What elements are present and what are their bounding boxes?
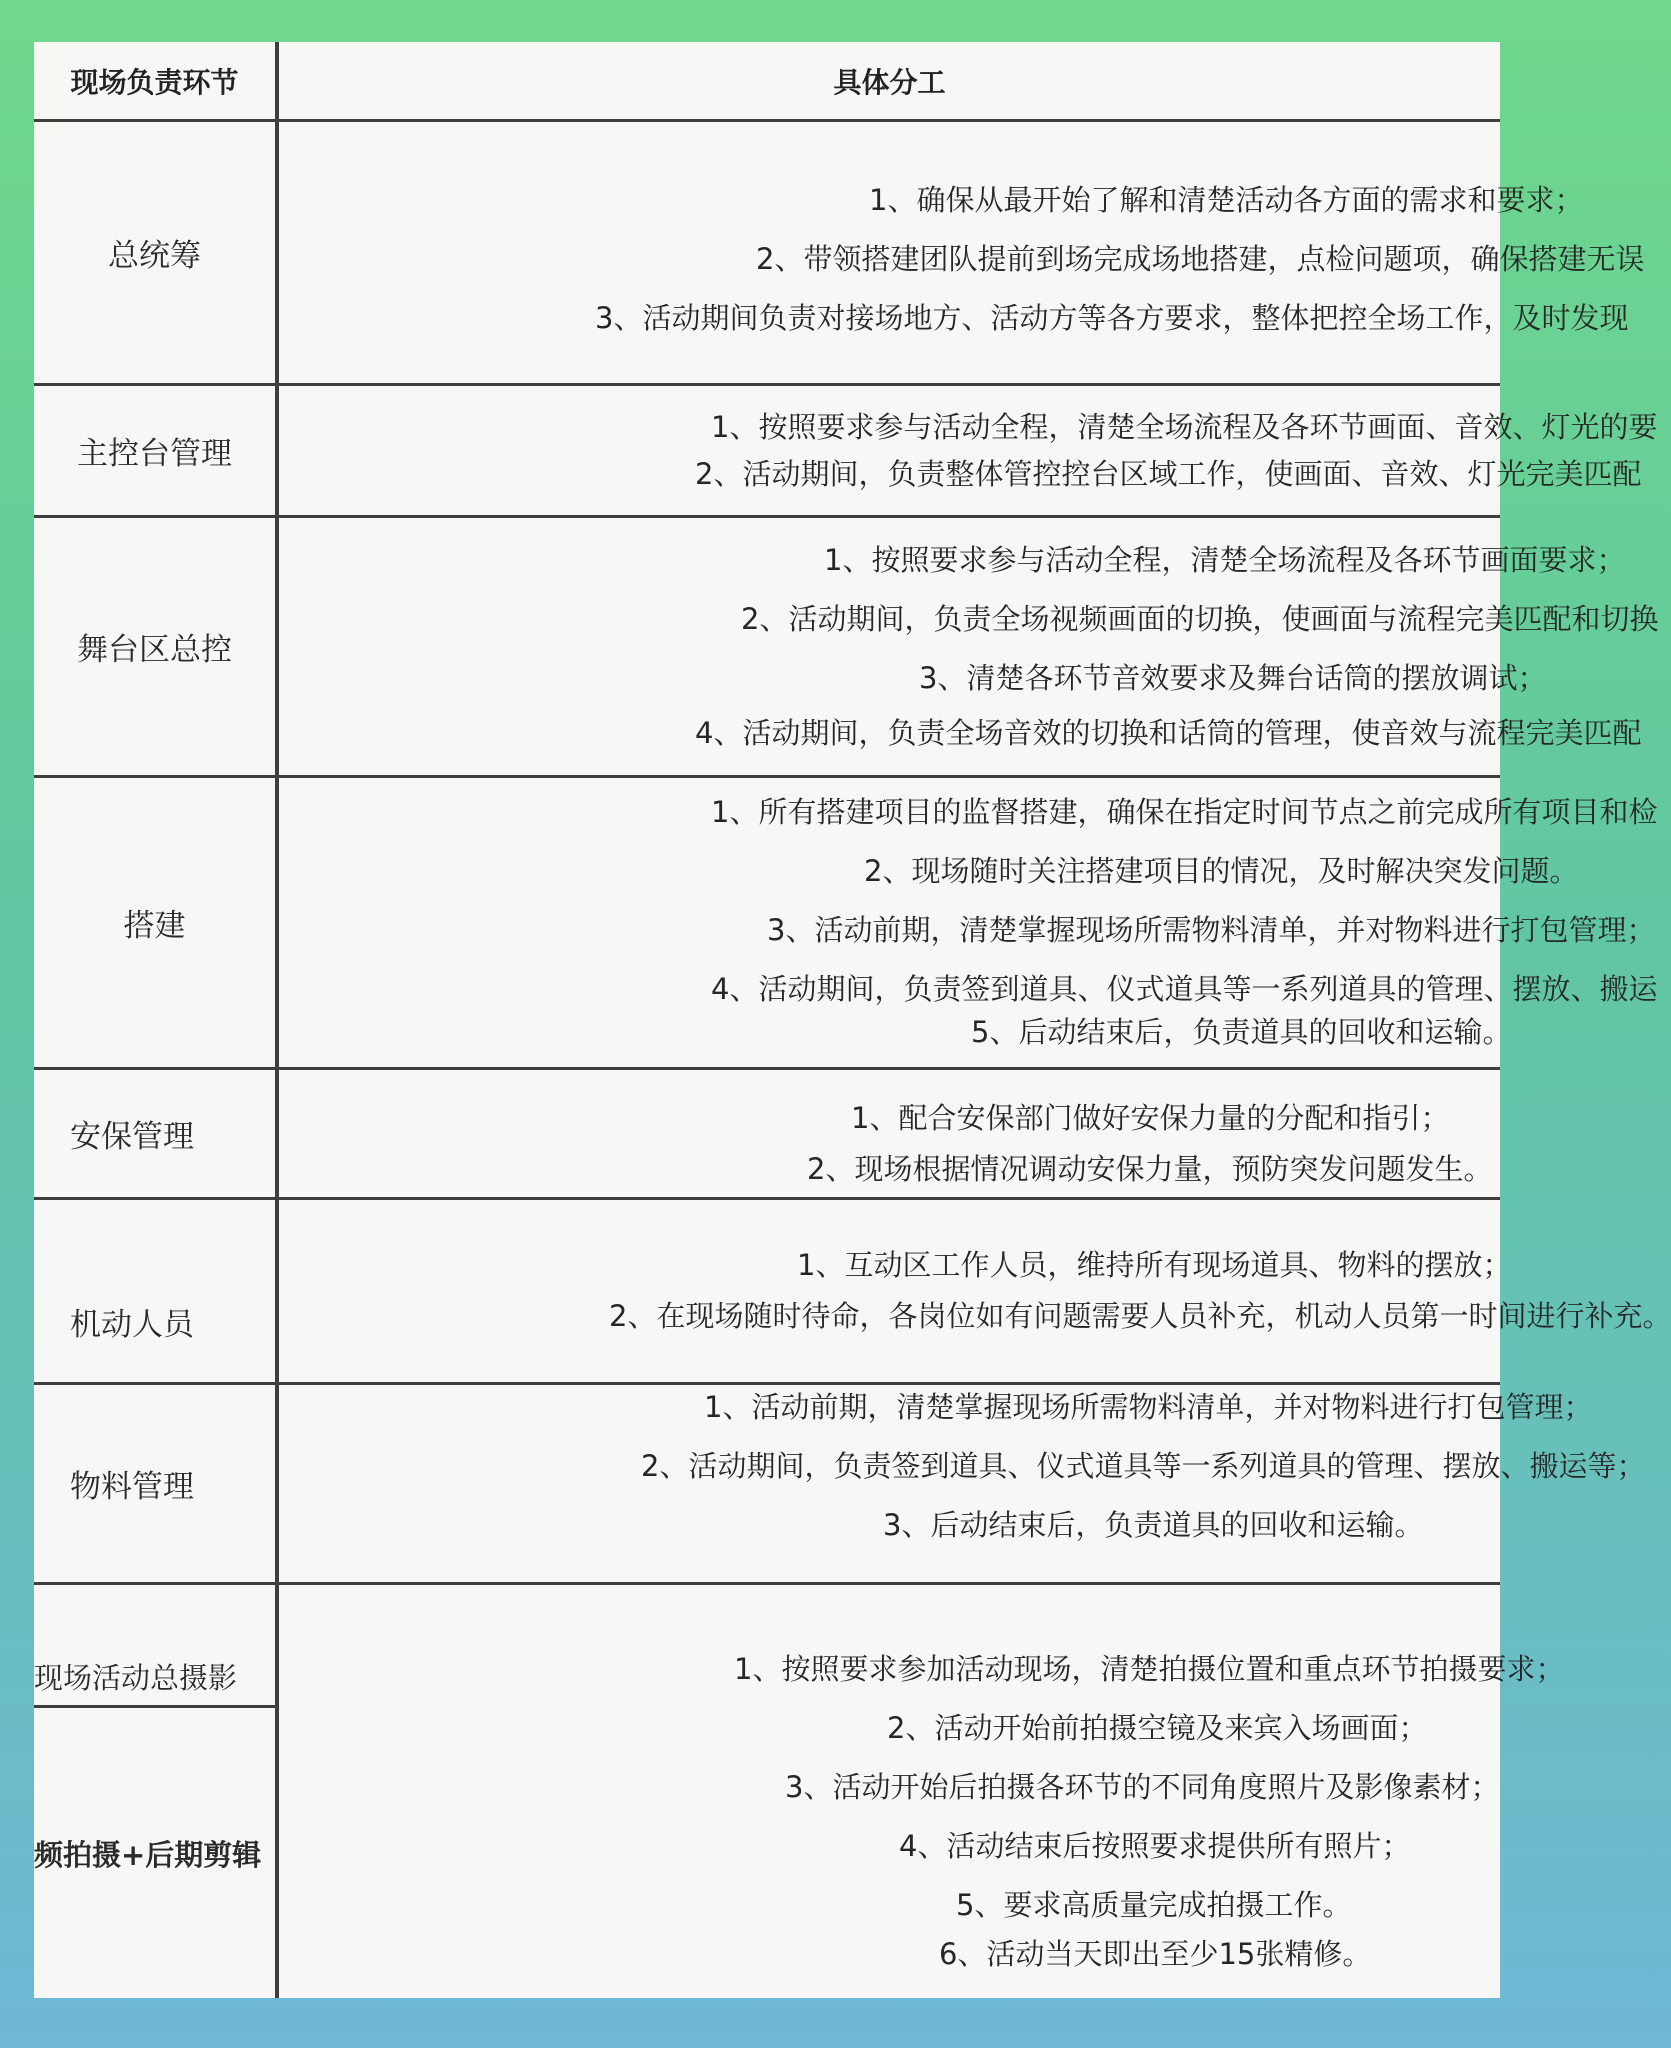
role-label: 物料管理 <box>70 1469 194 1505</box>
duty-line: 1、按照要求参加活动现场，清楚拍摄位置和重点环节拍摄要求； <box>734 1652 1565 1686</box>
duty-line: 2、活动期间，负责签到道具、仪式道具等一系列道具的管理、摆放、搬运等； <box>641 1449 1646 1483</box>
row-duties-cell <box>279 386 1658 518</box>
duty-line: 3、清楚各环节音效要求及舞台话筒的摆放调试； <box>919 660 1547 695</box>
duty-line: 4、活动期间，负责签到道具、仪式道具等一系列道具的管理、摆放、搬运 <box>711 972 1658 1006</box>
duty-line: 4、活动期间，负责全场音效的切换和话筒的管理，使音效与流程完美匹配 <box>695 715 1642 750</box>
role-label: 频拍摄+后期剪辑 <box>34 1837 262 1872</box>
row-duties-cell <box>279 518 1659 778</box>
role-label: 舞台区总控 <box>77 632 232 668</box>
duty-table-sheet <box>34 42 1671 1998</box>
duty-line: 3、活动开始后拍摄各环节的不同角度照片及影像素材； <box>785 1770 1500 1804</box>
duty-line: 1、活动前期，清楚掌握现场所需物料清单，并对物料进行打包管理； <box>704 1390 1593 1424</box>
duty-line: 1、所有搭建项目的监督搭建，确保在指定时间节点之前完成所有项目和检 <box>711 795 1658 829</box>
duty-line: 2、活动期间，负责整体管控控台区域工作，使画面、音效、灯光完美匹配 <box>695 456 1642 491</box>
row-role-cell <box>34 386 279 518</box>
row-duties-cell <box>279 1585 1565 1998</box>
duty-line: 2、带领搭建团队提前到场完成场地搭建，点检问题项，确保搭建无误 <box>756 242 1645 276</box>
row-role-cell <box>34 122 279 386</box>
duty-line: 4、活动结束后按照要求提供所有照片； <box>899 1829 1411 1863</box>
header-role-label: 现场负责环节 <box>70 65 239 99</box>
row-role-cell <box>34 1070 279 1200</box>
row-role-cell <box>34 778 279 1070</box>
header-duties-label: 具体分工 <box>833 65 946 99</box>
duty-line: 1、按照要求参与活动全程，清楚全场流程及各环节画面要求； <box>824 542 1626 577</box>
row-duties-cell <box>279 122 1645 386</box>
row-role-cell <box>34 1385 279 1585</box>
duty-line: 1、确保从最开始了解和清楚活动各方面的需求和要求； <box>869 183 1584 217</box>
duty-line: 5、后动结束后，负责道具的回收和运输。 <box>971 1015 1512 1049</box>
duty-line: 2、现场根据情况调动安保力量，预防突发问题发生。 <box>807 1151 1493 1186</box>
duty-line: 5、要求高质量完成拍摄工作。 <box>956 1888 1352 1922</box>
duty-line: 2、现场随时关注搭建项目的情况，及时解决突发问题。 <box>864 854 1579 888</box>
row-role-cell <box>34 1200 279 1385</box>
duty-line: 1、按照要求参与活动全程，清楚全场流程及各环节画面、音效、灯光的要 <box>711 409 1658 444</box>
role-label: 主控台管理 <box>77 436 232 472</box>
duty-line: 3、后动结束后，负责道具的回收和运输。 <box>883 1508 1424 1542</box>
duty-line: 2、活动开始前拍摄空镜及来宾入场画面； <box>887 1711 1428 1745</box>
role-label: 搭建 <box>123 908 186 944</box>
header-col-duties <box>279 42 1500 122</box>
row-role-cell <box>34 518 279 778</box>
role-label: 机动人员 <box>70 1307 194 1343</box>
row-duties-cell <box>279 778 1658 1070</box>
row-duties-cell <box>279 1385 1646 1585</box>
duty-line: 6、活动当天即出至少15张精修。 <box>939 1937 1372 1971</box>
role-label: 总统筹 <box>108 238 201 274</box>
role-label: 安保管理 <box>70 1119 194 1155</box>
duty-line: 2、活动期间，负责全场视频画面的切换，使画面与流程完美匹配和切换 <box>741 601 1659 636</box>
row-role-cell <box>34 1585 279 1708</box>
duty-line: 3、活动期间负责对接场地方、活动方等各方要求，整体把控全场工作，及时发现 <box>595 301 1629 335</box>
duty-line: 1、配合安保部门做好安保力量的分配和指引； <box>851 1100 1450 1135</box>
row-duties-cell <box>279 1070 1500 1200</box>
duty-line: 3、活动前期，清楚掌握现场所需物料清单，并对物料进行打包管理； <box>767 913 1656 947</box>
row-duties-cell <box>279 1200 1671 1385</box>
row-role-cell <box>34 1708 279 1998</box>
duty-table <box>34 42 1671 1998</box>
role-label: 现场活动总摄影 <box>34 1661 238 1695</box>
duty-line: 1、互动区工作人员，维持所有现场道具、物料的摆放； <box>797 1248 1512 1282</box>
duty-line: 2、在现场随时待命，各岗位如有问题需要人员补充，机动人员第一时间进行补充。 <box>609 1299 1671 1333</box>
header-col-role <box>34 42 279 122</box>
